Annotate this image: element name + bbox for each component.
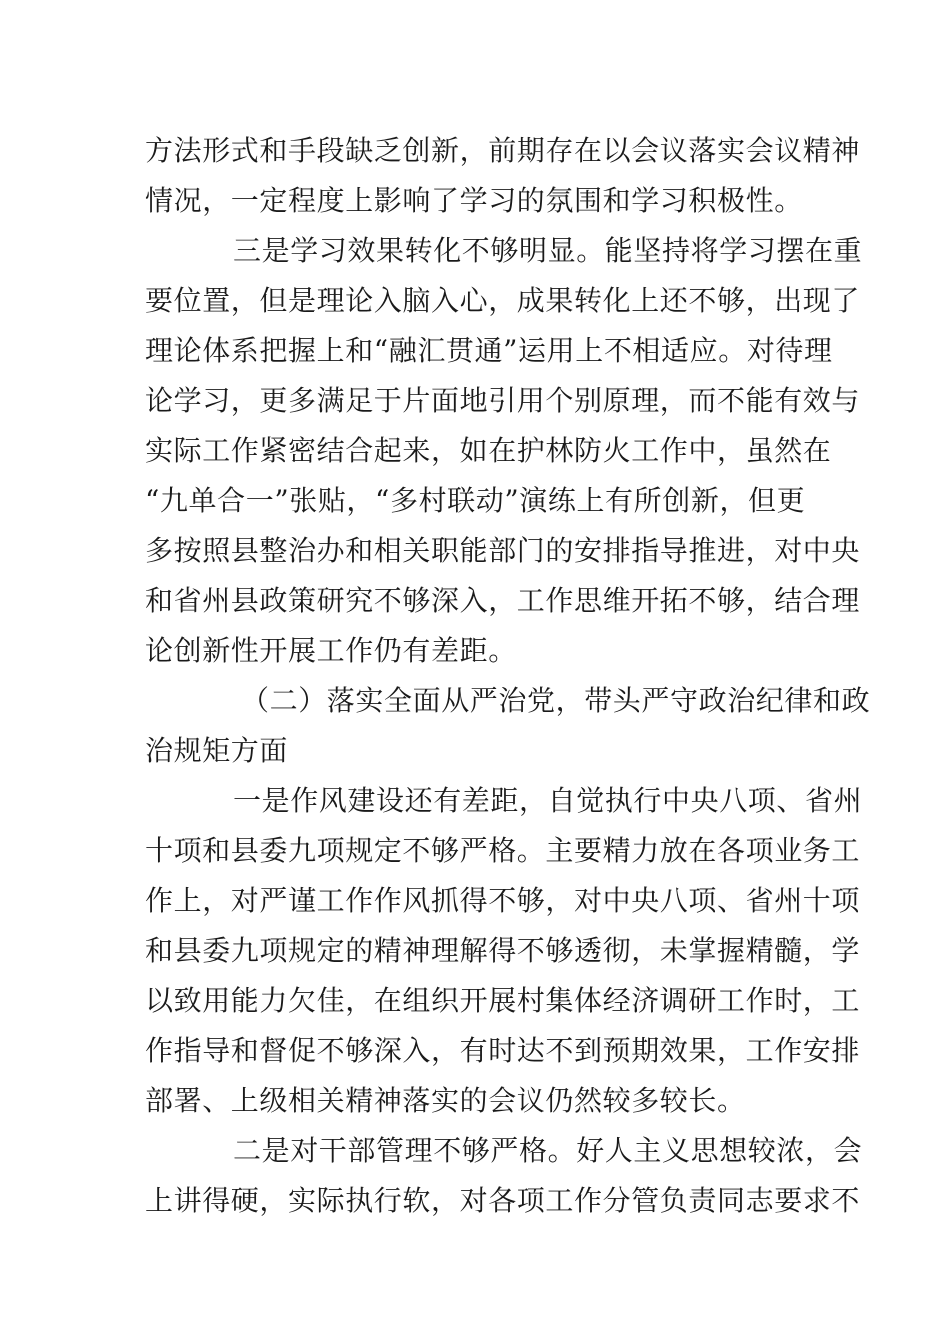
text-line: 论学习，更多满足于片面地引用个别原理，而不能有效与 — [145, 384, 861, 417]
text-line: 和县委九项规定的精神理解得不够透彻，未掌握精髓，学 — [145, 934, 861, 967]
body-text — [145, 126, 871, 1226]
text-line: 情况，一定程度上影响了学习的氛围和学习积极性。 — [145, 184, 803, 217]
text-line: 以致用能力欠佳，在组织开展村集体经济调研工作时，工 — [145, 984, 861, 1017]
text-line: 上讲得硬，实际执行软，对各项工作分管负责同志要求不 — [145, 1184, 861, 1217]
text-line: 作上，对严谨工作作风抓得不够，对中央八项、省州十项 — [145, 884, 861, 917]
text-line: “九单合一”张贴，“多村联动”演练上有所创新，但更 — [145, 484, 806, 517]
text-line: 多按照县整治办和相关职能部门的安排指导推进，对中央 — [145, 534, 861, 567]
text-line: 理论体系把握上和“融汇贯通”运用上不相适应。对待理 — [145, 334, 833, 367]
text-line: 二是对干部管理不够严格。好人主义思想较浓，会 — [233, 1134, 863, 1167]
text-line: 三是学习效果转化不够明显。能坚持将学习摆在重 — [233, 234, 863, 267]
text-line: 十项和县委九项规定不够严格。主要精力放在各项业务工 — [145, 834, 861, 867]
text-line: 实际工作紧密结合起来，如在护林防火工作中，虽然在 — [145, 434, 832, 467]
section-heading: 治规矩方面 — [145, 734, 289, 767]
text-line: 方法形式和手段缺乏创新，前期存在以会议落实会议精神 — [145, 134, 861, 167]
text-line: 一是作风建设还有差距，自觉执行中央八项、省州 — [233, 784, 863, 817]
text-line: 作指导和督促不够深入，有时达不到预期效果，工作安排 — [145, 1034, 861, 1067]
text-line: 要位置，但是理论入脑入心，成果转化上还不够，出现了 — [145, 284, 861, 317]
text-line: 部署、上级相关精神落实的会议仍然较多较长。 — [145, 1084, 746, 1117]
text-line: 和省州县政策研究不够深入，工作思维开拓不够，结合理 — [145, 584, 861, 617]
text-line: 论创新性开展工作仍有差距。 — [145, 634, 517, 667]
section-heading: （二）落实全面从严治党，带头严守政治纪律和政 — [241, 684, 871, 717]
